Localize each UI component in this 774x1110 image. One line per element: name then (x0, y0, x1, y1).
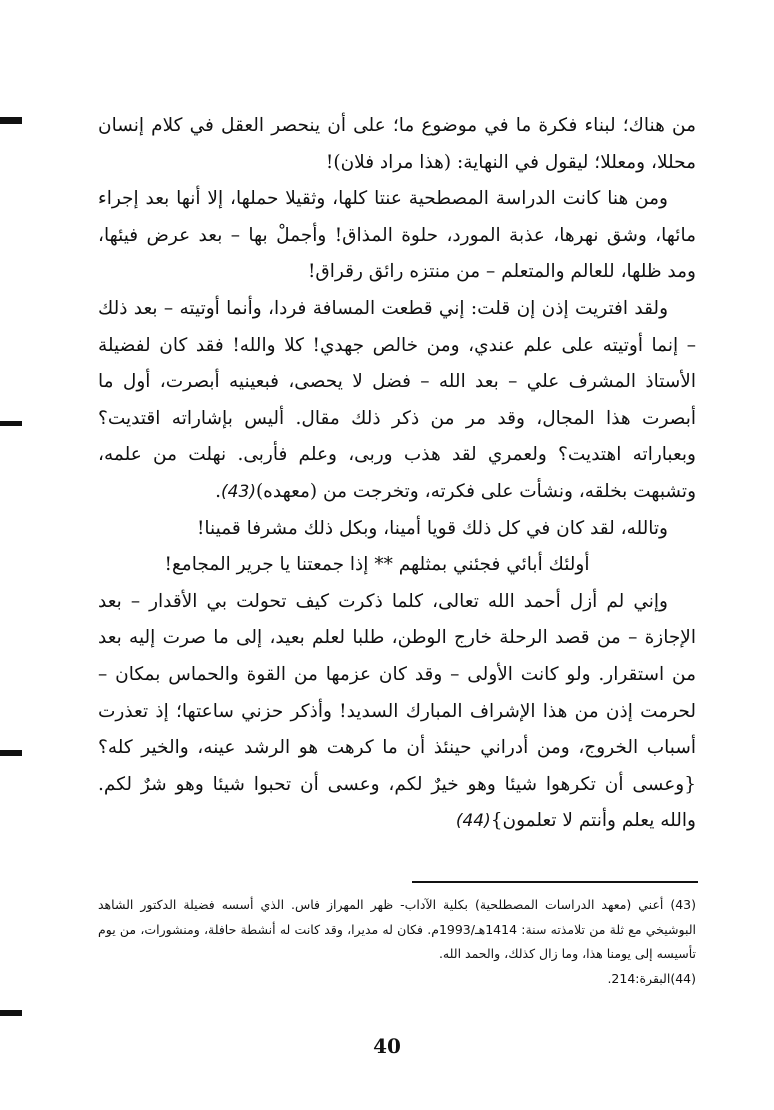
footnote: (44)البقرة:214. (607, 970, 696, 986)
page-number: 40 (373, 1034, 401, 1058)
paragraph: وتالله، لقد كان في كل ذلك قويا أمينا، وبكل ذلك مشرفا قمينا! (196, 517, 668, 539)
paragraph: ومن هنا كانت الدراسة المصطحية عنتا كلها، وثقيلا حملها، إلا أنها بعد إجراء مائها، وشق نهرها، عذبة المورد، حلوة المذاق! وأجملْ بها – بعد عرض فيئها، ومد ظلها، للعالم والمتعلم – من منتزه رائق رقراق! (98, 188, 696, 283)
footnote-ref[interactable]: (43) (221, 481, 256, 502)
footnote: (43) أعني (معهد الدراسات المصطلحية) بكلية الآداب- ظهر المهراز فاس. الذي أسسه فضيلة الدكتور الشاهد البوشيخي مع ثلة من تلامذته سنة: 1414هـ/1993م. فكان له مديرا، وقد كانت له أنشطة حافلة، ومنشورات، من يوم تأسيسه إلى يومنا هذا، وما زال كذلك، والحمد الله. (98, 897, 696, 961)
margin-mark (0, 421, 22, 426)
poem-verse: أولئك أبائي فجئني بمثلهم ** إذا جمعتنا يا جرير المجامع! (164, 554, 590, 576)
paragraph: من هناك؛ لبناء فكرة ما في موضوع ما؛ على أن ينحصر العقل في كلام إنسان محللا، ومعللا؛ ليقول في النهاية: (هذا مراد فلان)! (98, 115, 696, 173)
footnotes (98, 893, 696, 991)
margin-mark (0, 1010, 22, 1016)
paragraph: ولقد افتريت إذن إن قلت: إني قطعت المسافة فردا، وأنما أوتيته – بعد ذلك – إنما أوتيته على علم عندي، ومن خالص جهدي! كلا والله! فقد كان لفضيلة الأستاذ المشرف علي – بعد الله – فضل لا يحصى، فبعينيه أبصرت، أول ما أبصرت هذا المجال، وقد مر من ذكر ذلك مقال. أليس بإشاراته اقتديت؟ وبعباراته اهتديت؟ ولعمري لقد هذب وربى، وعلم فأربى. نهلت من علمه، وتشبهت بخلقه، ونشأت على فكرته، وتخرجت من (معهده)(43). (98, 297, 696, 502)
footnote-ref[interactable]: (44) (455, 811, 491, 832)
paragraph: وإني لم أزل أحمد الله تعالى، كلما ذكرت كيف تحولت بي الأقدار – بعد الإجازة – من قصد الرحلة خارج الوطن، طلبا لعلم بعيد، إلى ما صرت إليه بعد من استقرار. ولو كانت الأولى – وقد كان عزمها من القوة والحماس بمكان – لحرمت إذن من هذا الإشراف المبارك السديد! وأذكر حزني ساعتها؛ إذ تعذرت أسباب الخروج، ومن أدراني حينئذ أن ما كرهت هو الرشد عينه، والخير كله؟ {وعسى أن تكرهوا شيئا وهو خيرٌ لكم، وعسى أن تحبوا شيئا وهو شرٌ لكم. والله يعلم وأنتم لا تعلمون}(44) (98, 590, 696, 832)
margin-mark (0, 750, 22, 756)
margin-mark (0, 117, 22, 124)
footnote-separator (412, 881, 698, 883)
body-text (98, 108, 696, 840)
